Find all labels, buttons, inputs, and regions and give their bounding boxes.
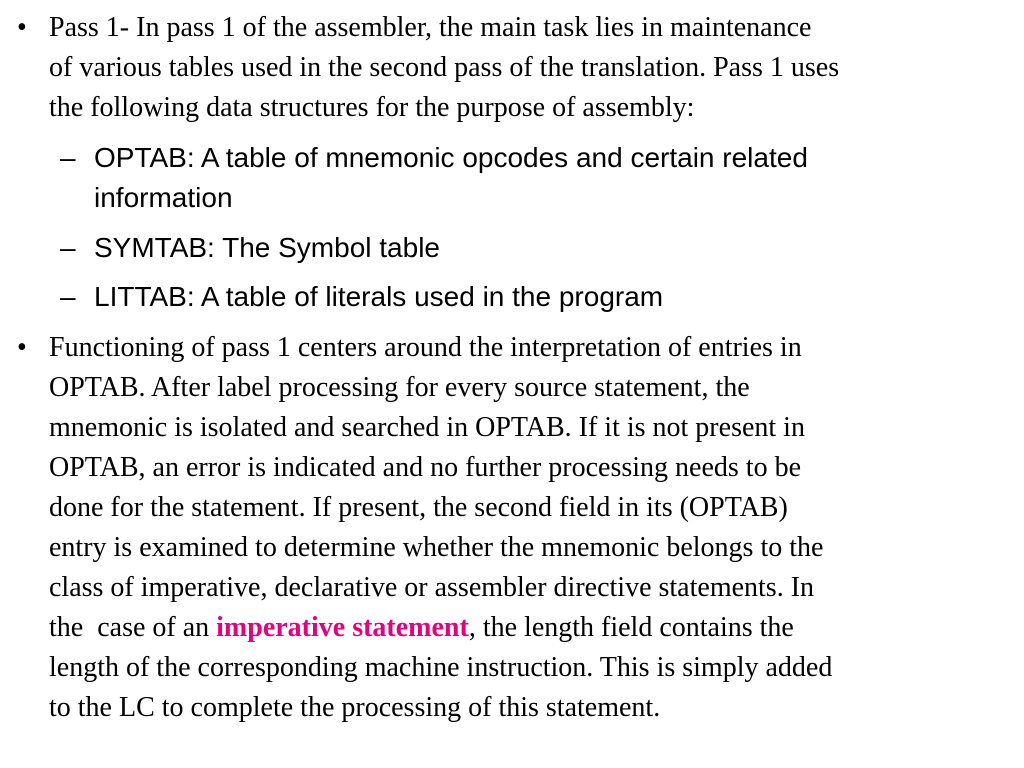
text-line: OPTAB, an error is indicated and no further processing needs to be — [49, 452, 801, 483]
text-line: information — [94, 182, 233, 213]
text-line: Pass 1- In pass 1 of the assembler, the main task lies in maintenance — [49, 12, 812, 43]
text-segment: the case of an — [49, 612, 217, 643]
bullet-marker: • — [17, 12, 27, 43]
dash-marker: – — [60, 281, 76, 312]
text-line: the following data structures for the purpose of assembly: — [49, 92, 695, 123]
bullet-text-pass1 — [49, 8, 1014, 128]
highlighted-term: imperative statement — [216, 612, 469, 643]
text-line: mnemonic is isolated and searched in OPTAB. If it is not present in — [49, 412, 805, 443]
text-line: Functioning of pass 1 centers around the interpretation of entries in — [49, 332, 802, 363]
sub-item-text — [94, 277, 663, 317]
text-line-with-highlight — [49, 608, 1014, 648]
text-line: OPTAB: A table of mnemonic opcodes and certain related — [94, 142, 808, 173]
text-line: entry is examined to determine whether the mnemonic belongs to the — [49, 532, 824, 563]
text-line: length of the corresponding machine instruction. This is simply added — [49, 652, 833, 683]
dash-marker: – — [60, 142, 76, 173]
text-line: LITTAB: A table of literals used in the program — [94, 281, 664, 312]
text-segment: , the length field contains the — [468, 612, 794, 643]
text-line: to the LC to complete the processing of this statement. — [49, 692, 661, 723]
text-line: done for the statement. If present, the second field in its (OPTAB) — [49, 492, 788, 523]
text-line: SYMTAB: The Symbol table — [94, 232, 440, 263]
bullet-text-functioning — [49, 328, 1014, 728]
text-line: of various tables used in the second pass of the translation. Pass 1 uses — [49, 52, 840, 83]
sub-item-text — [94, 228, 440, 268]
text-line: OPTAB. After label processing for every source statement, the — [49, 372, 750, 403]
text-line: class of imperative, declarative or assembler directive statements. In — [49, 572, 815, 603]
sub-item-text — [94, 138, 808, 218]
bullet-marker: • — [17, 332, 27, 363]
dash-marker: – — [60, 232, 76, 263]
